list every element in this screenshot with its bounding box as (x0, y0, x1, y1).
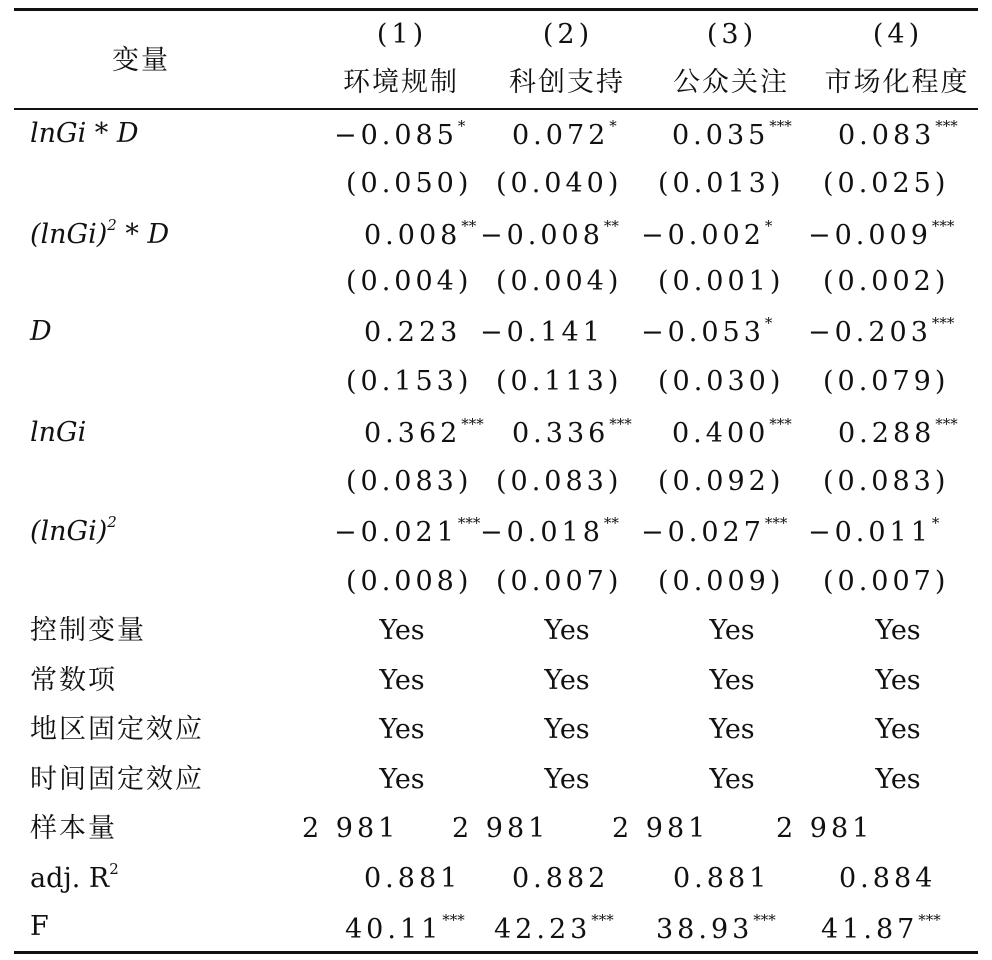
sample-size-cell: 2 981 (776, 813, 874, 844)
yes-cell: Yes (544, 714, 590, 745)
label-text: adj. R (30, 863, 110, 894)
col-num-2: (2) (542, 19, 594, 50)
coef-value: −0.008 (480, 220, 604, 251)
row-label-constant: 常数项 (30, 665, 117, 696)
yes-cell: Yes (709, 764, 755, 795)
significance-stars: *** (457, 514, 481, 532)
coef-cell (480, 219, 619, 256)
label-superscript: 2 (109, 860, 119, 878)
se-cell: (0.009) (658, 566, 785, 597)
col-name-public-attention: 公众关注 (673, 67, 789, 98)
coef-value: −0.141 (480, 317, 604, 348)
adj-r2-cell: 0.881 (364, 863, 462, 894)
coef-cell (838, 119, 958, 156)
coef-value: 0.035 (672, 120, 770, 151)
bottom-rule (14, 951, 978, 954)
se-cell: (0.007) (496, 566, 623, 597)
coef-cell (838, 417, 958, 454)
yes-cell: Yes (379, 615, 425, 646)
coef-value: 0.223 (364, 317, 462, 348)
coef-cell (334, 119, 465, 156)
yes-cell: Yes (544, 615, 590, 646)
coef-cell (808, 219, 954, 256)
significance-stars: *** (935, 415, 958, 433)
significance-stars: ** (603, 514, 619, 532)
significance-stars: *** (918, 911, 941, 929)
yes-cell: Yes (875, 665, 921, 696)
se-cell: (0.008) (346, 566, 473, 597)
coef-cell (672, 119, 792, 156)
se-cell: (0.113) (496, 366, 623, 397)
se-cell: (0.025) (823, 168, 950, 199)
significance-stars: *** (769, 117, 792, 135)
row-label-adj-r2 (30, 862, 119, 899)
significance-stars: *** (931, 217, 955, 235)
se-cell: (0.153) (346, 366, 473, 397)
row-label-time-fe: 时间固定效应 (30, 764, 204, 795)
se-cell: (0.004) (346, 266, 473, 297)
row-label-sample-size: 样本量 (30, 813, 117, 844)
row-label-lngi-sq-d (30, 218, 169, 255)
yes-cell: Yes (875, 615, 921, 646)
coef-value: 0.072 (512, 120, 610, 151)
coef-value: −0.011 (808, 517, 932, 548)
se-cell: (0.004) (496, 266, 623, 297)
coef-cell (334, 516, 480, 553)
coef-cell (808, 316, 954, 353)
coef-value: −0.018 (480, 517, 604, 548)
coef-cell (364, 219, 476, 256)
f-value: 38.93 (656, 914, 754, 945)
coef-value: 0.336 (512, 418, 610, 449)
yes-cell: Yes (709, 714, 755, 745)
coef-value: −0.002 (641, 220, 765, 251)
coef-cell (641, 316, 772, 353)
significance-stars: *** (609, 415, 632, 433)
significance-stars: *** (591, 911, 614, 929)
label-superscript: 2 (107, 216, 117, 234)
coef-value: 0.083 (838, 120, 936, 151)
adj-r2-cell: 0.882 (512, 863, 610, 894)
col-num-4: (4) (872, 19, 924, 50)
significance-stars: * (931, 514, 940, 532)
coef-value: −0.009 (808, 220, 932, 251)
coef-cell (512, 119, 617, 156)
yes-cell: Yes (379, 714, 425, 745)
f-value: 42.23 (494, 914, 592, 945)
coef-cell (641, 516, 787, 553)
f-value: 40.11 (345, 914, 443, 945)
col-name-env-regulation: 环境规制 (343, 67, 459, 98)
significance-stars: *** (935, 117, 958, 135)
significance-stars: * (457, 117, 466, 135)
significance-stars: *** (931, 314, 955, 332)
row-label-d: D (30, 316, 52, 347)
se-cell: (0.083) (496, 466, 623, 497)
coef-cell (672, 417, 792, 454)
col-num-1: (1) (376, 19, 428, 50)
significance-stars: ** (603, 217, 619, 235)
coef-value: 0.288 (838, 418, 936, 449)
se-cell: (0.030) (658, 366, 785, 397)
se-cell: (0.001) (658, 266, 785, 297)
row-label-lngi-d: lnGi * D (30, 118, 139, 149)
label-text: * D (116, 219, 170, 250)
label-text: (lnGi) (30, 219, 108, 250)
yes-cell: Yes (709, 665, 755, 696)
coef-value: −0.085 (334, 120, 458, 151)
se-cell: (0.092) (658, 466, 785, 497)
row-label-controls: 控制变量 (30, 615, 146, 646)
coef-cell (480, 516, 619, 553)
coef-value: 0.362 (364, 418, 462, 449)
label-text: (lnGi) (30, 516, 108, 547)
row-label-region-fe: 地区固定效应 (30, 714, 204, 745)
se-cell: (0.083) (823, 466, 950, 497)
coef-cell (364, 417, 484, 454)
significance-stars: * (609, 117, 617, 135)
row-label-f: F (30, 911, 49, 942)
coef-cell (364, 316, 461, 353)
f-cell (656, 913, 776, 950)
se-cell: (0.013) (658, 168, 785, 199)
significance-stars: ** (461, 217, 477, 235)
f-cell (345, 913, 465, 950)
col-num-3: (3) (706, 19, 758, 50)
header-rule (14, 108, 978, 110)
coef-cell (512, 417, 632, 454)
coef-value: −0.053 (641, 317, 765, 348)
yes-cell: Yes (544, 764, 590, 795)
coef-cell (641, 219, 772, 256)
yes-cell: Yes (379, 665, 425, 696)
significance-stars: * (764, 217, 773, 235)
significance-stars: *** (442, 911, 465, 929)
f-cell (494, 913, 614, 950)
se-cell: (0.050) (346, 168, 473, 199)
label-superscript: 2 (107, 513, 117, 531)
se-cell: (0.083) (346, 466, 473, 497)
yes-cell: Yes (875, 714, 921, 745)
coef-value: −0.021 (334, 517, 458, 548)
significance-stars: *** (461, 415, 484, 433)
se-cell: (0.007) (823, 566, 950, 597)
se-cell: (0.040) (496, 168, 623, 199)
row-label-lngi-sq (30, 515, 117, 552)
coef-value: 0.400 (672, 418, 770, 449)
coef-value: −0.203 (808, 317, 932, 348)
adj-r2-cell: 0.884 (839, 863, 937, 894)
sample-size-cell: 2 981 (452, 813, 550, 844)
f-cell (821, 913, 941, 950)
coef-cell (480, 316, 604, 353)
adj-r2-cell: 0.881 (673, 863, 771, 894)
f-value: 41.87 (821, 914, 919, 945)
significance-stars: * (764, 314, 773, 332)
col-name-tech-support: 科创支持 (509, 67, 625, 98)
col-name-marketization: 市场化程度 (824, 67, 970, 98)
coef-value: 0.008 (364, 220, 462, 251)
sample-size-cell: 2 981 (612, 813, 710, 844)
significance-stars: *** (764, 514, 788, 532)
significance-stars: *** (753, 911, 776, 929)
se-cell: (0.002) (823, 266, 950, 297)
yes-cell: Yes (544, 665, 590, 696)
variable-header: 变量 (112, 45, 170, 76)
yes-cell: Yes (709, 615, 755, 646)
coef-value: −0.027 (641, 517, 765, 548)
yes-cell: Yes (379, 764, 425, 795)
se-cell: (0.079) (823, 366, 950, 397)
significance-stars: *** (769, 415, 792, 433)
coef-cell (808, 516, 939, 553)
top-rule (14, 8, 978, 11)
yes-cell: Yes (875, 764, 921, 795)
sample-size-cell: 2 981 (302, 813, 400, 844)
row-label-lngi: lnGi (30, 417, 87, 448)
